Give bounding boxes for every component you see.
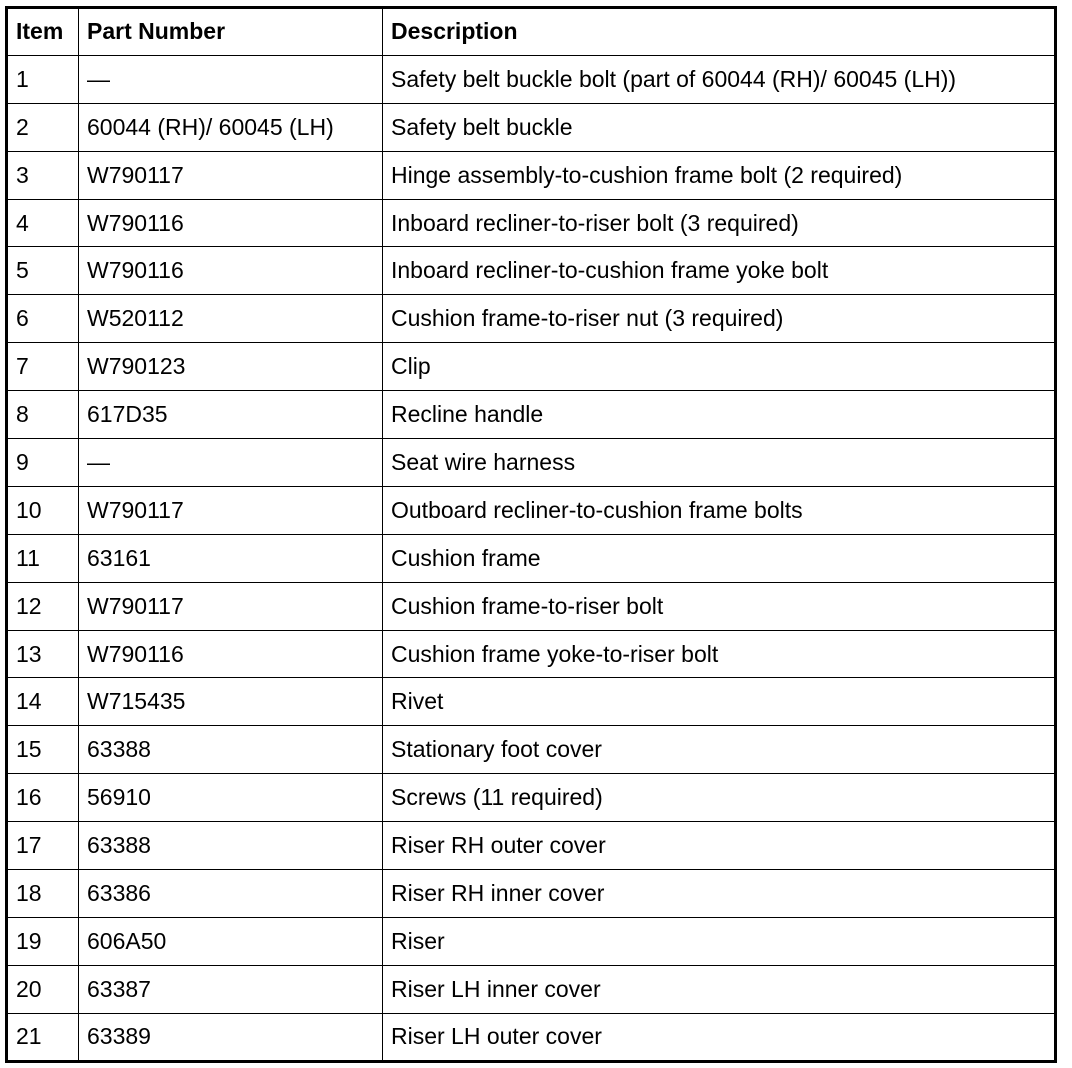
header-item: Item bbox=[7, 8, 79, 56]
table-body bbox=[7, 55, 1056, 1061]
description-cell: Hinge assembly-to-cushion frame bolt (2 required) bbox=[383, 151, 1056, 199]
description-cell: Riser RH outer cover bbox=[383, 822, 1056, 870]
item-cell: 1 bbox=[7, 55, 79, 103]
table-row bbox=[7, 917, 1056, 965]
part-number-cell: W790117 bbox=[79, 486, 383, 534]
item-cell: 5 bbox=[7, 247, 79, 295]
description-cell: Riser LH outer cover bbox=[383, 1013, 1056, 1061]
item-cell: 9 bbox=[7, 439, 79, 487]
part-number-cell: 63388 bbox=[79, 822, 383, 870]
part-number-cell: W790116 bbox=[79, 199, 383, 247]
description-cell: Recline handle bbox=[383, 391, 1056, 439]
description-cell: Inboard recliner-to-cushion frame yoke bolt bbox=[383, 247, 1056, 295]
item-cell: 19 bbox=[7, 917, 79, 965]
description-cell: Cushion frame-to-riser nut (3 required) bbox=[383, 295, 1056, 343]
part-number-cell: — bbox=[79, 439, 383, 487]
description-cell: Screws (11 required) bbox=[383, 774, 1056, 822]
table-row bbox=[7, 486, 1056, 534]
table-row bbox=[7, 439, 1056, 487]
description-cell: Riser RH inner cover bbox=[383, 870, 1056, 918]
item-cell: 4 bbox=[7, 199, 79, 247]
item-cell: 6 bbox=[7, 295, 79, 343]
table-row bbox=[7, 678, 1056, 726]
part-number-cell: 617D35 bbox=[79, 391, 383, 439]
item-cell: 11 bbox=[7, 534, 79, 582]
table-row bbox=[7, 870, 1056, 918]
item-cell: 8 bbox=[7, 391, 79, 439]
item-cell: 15 bbox=[7, 726, 79, 774]
part-number-cell: W790117 bbox=[79, 151, 383, 199]
item-cell: 16 bbox=[7, 774, 79, 822]
parts-table bbox=[5, 6, 1057, 1063]
description-cell: Cushion frame bbox=[383, 534, 1056, 582]
description-cell: Riser bbox=[383, 917, 1056, 965]
table-row bbox=[7, 55, 1056, 103]
item-cell: 7 bbox=[7, 343, 79, 391]
item-cell: 10 bbox=[7, 486, 79, 534]
description-cell: Clip bbox=[383, 343, 1056, 391]
table-row bbox=[7, 726, 1056, 774]
part-number-cell: W790123 bbox=[79, 343, 383, 391]
item-cell: 13 bbox=[7, 630, 79, 678]
table-row bbox=[7, 343, 1056, 391]
description-cell: Safety belt buckle bolt (part of 60044 (RH)/ 60045 (LH)) bbox=[383, 55, 1056, 103]
item-cell: 18 bbox=[7, 870, 79, 918]
description-cell: Seat wire harness bbox=[383, 439, 1056, 487]
part-number-cell: 63387 bbox=[79, 965, 383, 1013]
table-row bbox=[7, 774, 1056, 822]
item-cell: 2 bbox=[7, 103, 79, 151]
table-row bbox=[7, 295, 1056, 343]
part-number-cell: W790116 bbox=[79, 247, 383, 295]
description-cell: Inboard recliner-to-riser bolt (3 required) bbox=[383, 199, 1056, 247]
part-number-cell: 63389 bbox=[79, 1013, 383, 1061]
table-row bbox=[7, 582, 1056, 630]
table-row bbox=[7, 391, 1056, 439]
item-cell: 21 bbox=[7, 1013, 79, 1061]
description-cell: Cushion frame yoke-to-riser bolt bbox=[383, 630, 1056, 678]
part-number-cell: 606A50 bbox=[79, 917, 383, 965]
part-number-cell: 60044 (RH)/ 60045 (LH) bbox=[79, 103, 383, 151]
part-number-cell: W790116 bbox=[79, 630, 383, 678]
item-cell: 12 bbox=[7, 582, 79, 630]
part-number-cell: W790117 bbox=[79, 582, 383, 630]
table-row bbox=[7, 534, 1056, 582]
part-number-cell: — bbox=[79, 55, 383, 103]
table-row bbox=[7, 822, 1056, 870]
header-description: Description bbox=[383, 8, 1056, 56]
part-number-cell: W715435 bbox=[79, 678, 383, 726]
table-row bbox=[7, 247, 1056, 295]
item-cell: 3 bbox=[7, 151, 79, 199]
part-number-cell: 63388 bbox=[79, 726, 383, 774]
description-cell: Riser LH inner cover bbox=[383, 965, 1056, 1013]
description-cell: Rivet bbox=[383, 678, 1056, 726]
description-cell: Cushion frame-to-riser bolt bbox=[383, 582, 1056, 630]
table-row bbox=[7, 151, 1056, 199]
table-header-row bbox=[7, 8, 1056, 56]
part-number-cell: 56910 bbox=[79, 774, 383, 822]
table-row bbox=[7, 199, 1056, 247]
table-row bbox=[7, 630, 1056, 678]
item-cell: 14 bbox=[7, 678, 79, 726]
header-part-number: Part Number bbox=[79, 8, 383, 56]
description-cell: Safety belt buckle bbox=[383, 103, 1056, 151]
part-number-cell: W520112 bbox=[79, 295, 383, 343]
part-number-cell: 63161 bbox=[79, 534, 383, 582]
description-cell: Outboard recliner-to-cushion frame bolts bbox=[383, 486, 1056, 534]
table-row bbox=[7, 103, 1056, 151]
description-cell: Stationary foot cover bbox=[383, 726, 1056, 774]
item-cell: 17 bbox=[7, 822, 79, 870]
table-row bbox=[7, 965, 1056, 1013]
part-number-cell: 63386 bbox=[79, 870, 383, 918]
item-cell: 20 bbox=[7, 965, 79, 1013]
table-row bbox=[7, 1013, 1056, 1061]
